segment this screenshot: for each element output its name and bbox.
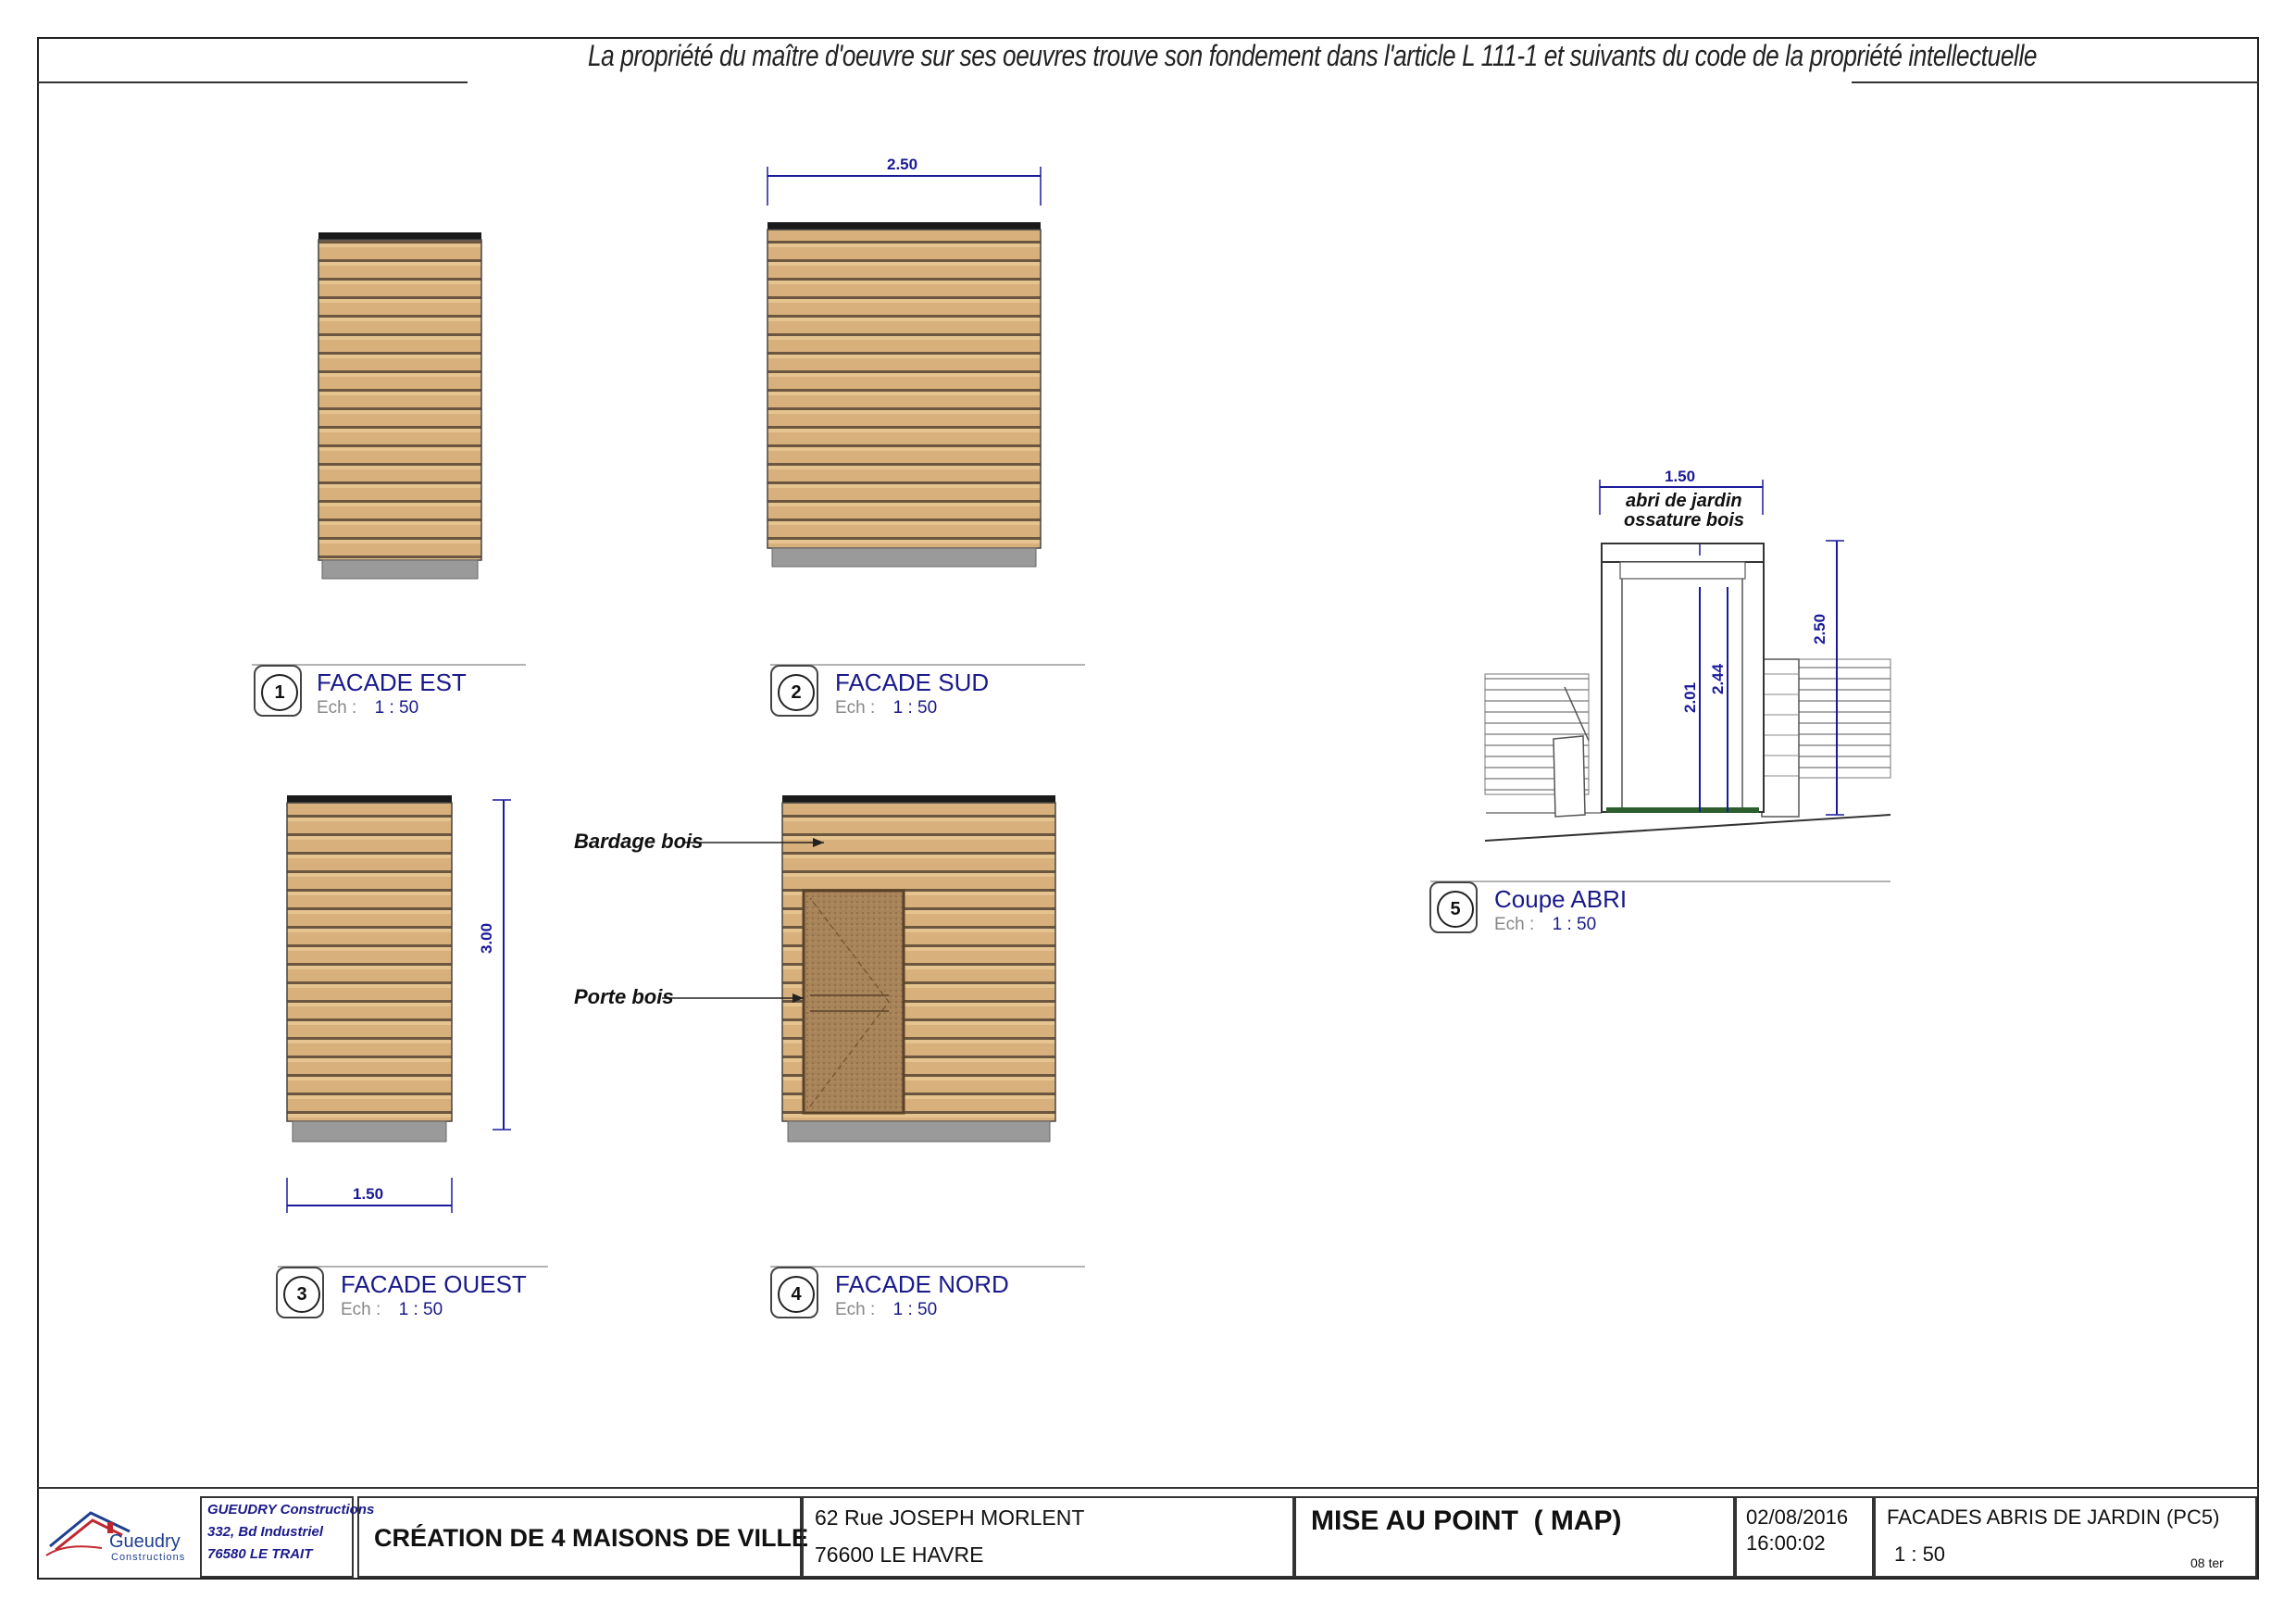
plot-date: 02/08/2016	[1746, 1505, 1849, 1529]
view-number-badge	[254, 665, 302, 717]
logo-subtitle: Constructions	[111, 1552, 186, 1563]
view-scale-row	[317, 698, 418, 718]
facade-nord-elevation	[662, 795, 1055, 1142]
phase-title: MISE AU POINT ( MAP)	[1311, 1505, 1622, 1536]
address-cell	[802, 1496, 1294, 1578]
coupe-abri-section	[1485, 480, 1890, 841]
abri-label-line2: ossature bois	[1624, 510, 1745, 531]
view-scale-row	[835, 698, 937, 718]
view-number-badge	[770, 665, 818, 717]
porte-bois-annotation: Porte bois	[574, 985, 674, 1008]
view-scale-row	[835, 1300, 937, 1320]
view-number-badge	[276, 1267, 324, 1318]
company-name: GUEUDRY Constructions	[207, 1502, 375, 1518]
view-scale-row	[1494, 915, 1596, 935]
facade-est-elevation	[318, 232, 481, 579]
view-title: Coupe ABRI	[1494, 885, 1628, 913]
ouest-width-dimension: 1.50	[353, 1185, 384, 1203]
scale-value: 1 : 50	[374, 698, 419, 718]
abri-label-line1: abri de jardin	[1626, 491, 1742, 511]
sud-width-dimension: 2.50	[887, 156, 918, 173]
facade-sud-elevation	[767, 167, 1041, 567]
view-number-circle: 4	[778, 1276, 815, 1313]
view-label-coupe-abri	[1429, 881, 1707, 946]
plot-time: 16:00:02	[1746, 1531, 1826, 1555]
scale-value: 1 : 50	[892, 1300, 938, 1319]
view-number-circle: 3	[283, 1276, 320, 1313]
view-label-facade-sud	[770, 665, 1048, 730]
scale-value: 1 : 50	[398, 1300, 443, 1319]
logo-name: Gueudry	[109, 1531, 181, 1552]
project-cell	[357, 1496, 809, 1578]
phase-cell	[1294, 1496, 1735, 1578]
view-label-facade-nord	[770, 1267, 1048, 1331]
scale-label: Ech :	[835, 698, 876, 718]
bardage-bois-annotation: Bardage bois	[574, 830, 704, 853]
view-number-circle: 2	[778, 674, 815, 711]
logo-cell	[37, 1494, 196, 1580]
ouest-height-dimension: 3.00	[478, 922, 495, 954]
view-title: FACADE NORD	[835, 1270, 1009, 1298]
view-title: FACADE EST	[317, 668, 467, 696]
title-block-rule	[37, 1487, 2259, 1489]
view-number-circle: 5	[1437, 891, 1474, 928]
sheet-cell	[1874, 1496, 2257, 1578]
facade-ouest-elevation	[287, 795, 511, 1213]
site-city: 76600 LE HAVRE	[815, 1543, 984, 1567]
scale-value: 1 : 50	[892, 698, 938, 718]
project-title: CRÉATION DE 4 MAISONS DE VILLE	[374, 1524, 809, 1552]
coupe-height-201: 2.01	[1681, 681, 1699, 713]
site-street: 62 Rue JOSEPH MORLENT	[815, 1505, 1085, 1530]
view-scale-row	[341, 1300, 443, 1320]
view-label-facade-est	[252, 665, 530, 730]
scale-value: 1 : 50	[1552, 915, 1597, 934]
view-number-badge	[770, 1267, 818, 1318]
view-label-facade-ouest	[276, 1267, 554, 1331]
company-address: 332, Bd Industriel	[207, 1524, 324, 1540]
view-title: FACADE SUD	[835, 668, 990, 696]
date-cell	[1735, 1496, 1874, 1578]
scale-label: Ech :	[317, 698, 357, 718]
coupe-height-250: 2.50	[1811, 613, 1828, 644]
scale-label: Ech :	[1494, 915, 1535, 934]
view-title: FACADE OUEST	[341, 1270, 527, 1298]
copyright-notice: La propriété du maître d'oeuvre sur ses oeuvres trouve son fondement dans l'article L 111-1 et suivants du code de la propriété intellectuelle	[588, 39, 2038, 72]
sheet-number: 08 ter	[2190, 1555, 2224, 1570]
scale-label: Ech :	[341, 1300, 381, 1319]
title-block	[37, 1494, 2259, 1580]
sheet-title: FACADES ABRIS DE JARDIN (PC5)	[1887, 1505, 2220, 1529]
coupe-width-dimension: 1.50	[1665, 468, 1696, 485]
coupe-height-244: 2.44	[1709, 663, 1727, 694]
scale-label: Ech :	[835, 1300, 876, 1319]
view-number-badge	[1429, 881, 1478, 933]
sheet-scale: 1 : 50	[1894, 1543, 1946, 1566]
view-number-circle: 1	[261, 674, 298, 711]
company-city: 76580 LE TRAIT	[207, 1546, 313, 1562]
company-cell	[200, 1496, 375, 1578]
